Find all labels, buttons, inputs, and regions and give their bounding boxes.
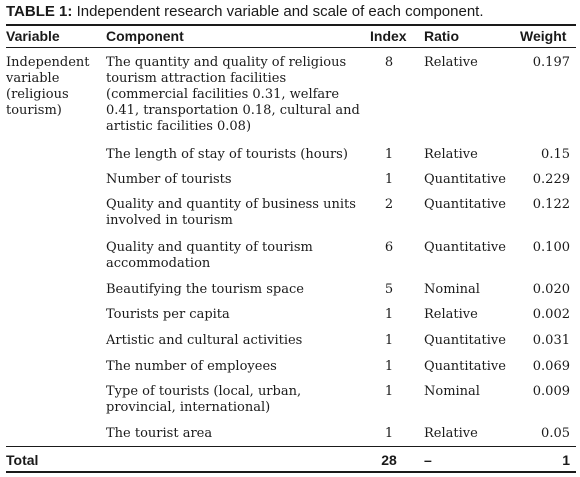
table-caption [6, 3, 484, 20]
total-weight: 1 [562, 452, 570, 468]
row-3-ratio: Quantitative [424, 197, 506, 212]
total-rule [6, 446, 576, 447]
row-8-index: 1 [384, 359, 394, 374]
row-4-ratio: Quantitative [424, 240, 506, 255]
row-1-ratio: Relative [424, 147, 478, 162]
row-10-index: 1 [384, 426, 394, 441]
row-9-index: 1 [384, 384, 394, 399]
row-6-component: Tourists per capita [106, 307, 230, 322]
row-2-index: 1 [384, 172, 394, 187]
row-4-component: Quality and quantity of tourism accommodation [106, 240, 313, 271]
row-6-ratio: Relative [424, 307, 478, 322]
top-rule [6, 24, 576, 26]
row-5-ratio: Nominal [424, 282, 480, 297]
row-0-ratio: Relative [424, 55, 478, 70]
header-ratio: Ratio [424, 28, 459, 44]
row-0-component: The quantity and quality of religious tourism attraction facilities (commercial facilities 0.31, welfare 0.41, transportation 0.18, cultural and artistic facilities 0.08) [106, 55, 360, 134]
total-ratio: – [424, 452, 432, 468]
row-9-component: Type of tourists (local, urban, provincial, international) [106, 384, 302, 415]
total-index: 28 [381, 452, 397, 468]
row-2-weight: 0.229 [532, 172, 570, 187]
header-weight: Weight [520, 28, 567, 44]
variable-label: Independent variable (religious tourism) [6, 55, 90, 118]
row-2-ratio: Quantitative [424, 172, 506, 187]
row-3-index: 2 [384, 197, 394, 212]
row-7-weight: 0.031 [532, 333, 570, 348]
row-7-ratio: Quantitative [424, 333, 506, 348]
row-8-component: The number of employees [106, 359, 277, 374]
header-component: Component [106, 28, 184, 44]
row-0-weight: 0.197 [532, 55, 570, 70]
total-label: Total [6, 452, 39, 468]
caption-text: Independent research variable and scale of each component. [76, 3, 484, 20]
row-5-component: Beautifying the tourism space [106, 282, 304, 297]
row-1-weight: 0.15 [541, 147, 570, 162]
row-5-weight: 0.020 [532, 282, 570, 297]
row-4-weight: 0.100 [532, 240, 570, 255]
row-1-component: The length of stay of tourists (hours) [106, 147, 348, 162]
row-2-component: Number of tourists [106, 172, 232, 187]
row-0-index: 8 [384, 55, 394, 70]
caption-label: TABLE 1: [6, 3, 73, 20]
row-4-index: 6 [384, 240, 394, 255]
row-3-component: Quality and quantity of business units involved in tourism [106, 197, 356, 228]
bottom-rule [6, 471, 576, 473]
row-6-weight: 0.002 [532, 307, 570, 322]
row-10-ratio: Relative [424, 426, 478, 441]
header-index: Index [370, 28, 407, 44]
row-9-ratio: Nominal [424, 384, 480, 399]
row-1-index: 1 [384, 147, 394, 162]
row-8-weight: 0.069 [532, 359, 570, 374]
row-3-weight: 0.122 [532, 197, 570, 212]
row-6-index: 1 [384, 307, 394, 322]
row-7-component: Artistic and cultural activities [106, 333, 303, 348]
row-10-component: The tourist area [106, 426, 213, 441]
row-9-weight: 0.009 [532, 384, 570, 399]
header-variable: Variable [6, 28, 60, 44]
row-10-weight: 0.05 [541, 426, 570, 441]
row-8-ratio: Quantitative [424, 359, 506, 374]
header-rule [6, 47, 576, 48]
row-7-index: 1 [384, 333, 394, 348]
row-5-index: 5 [384, 282, 394, 297]
